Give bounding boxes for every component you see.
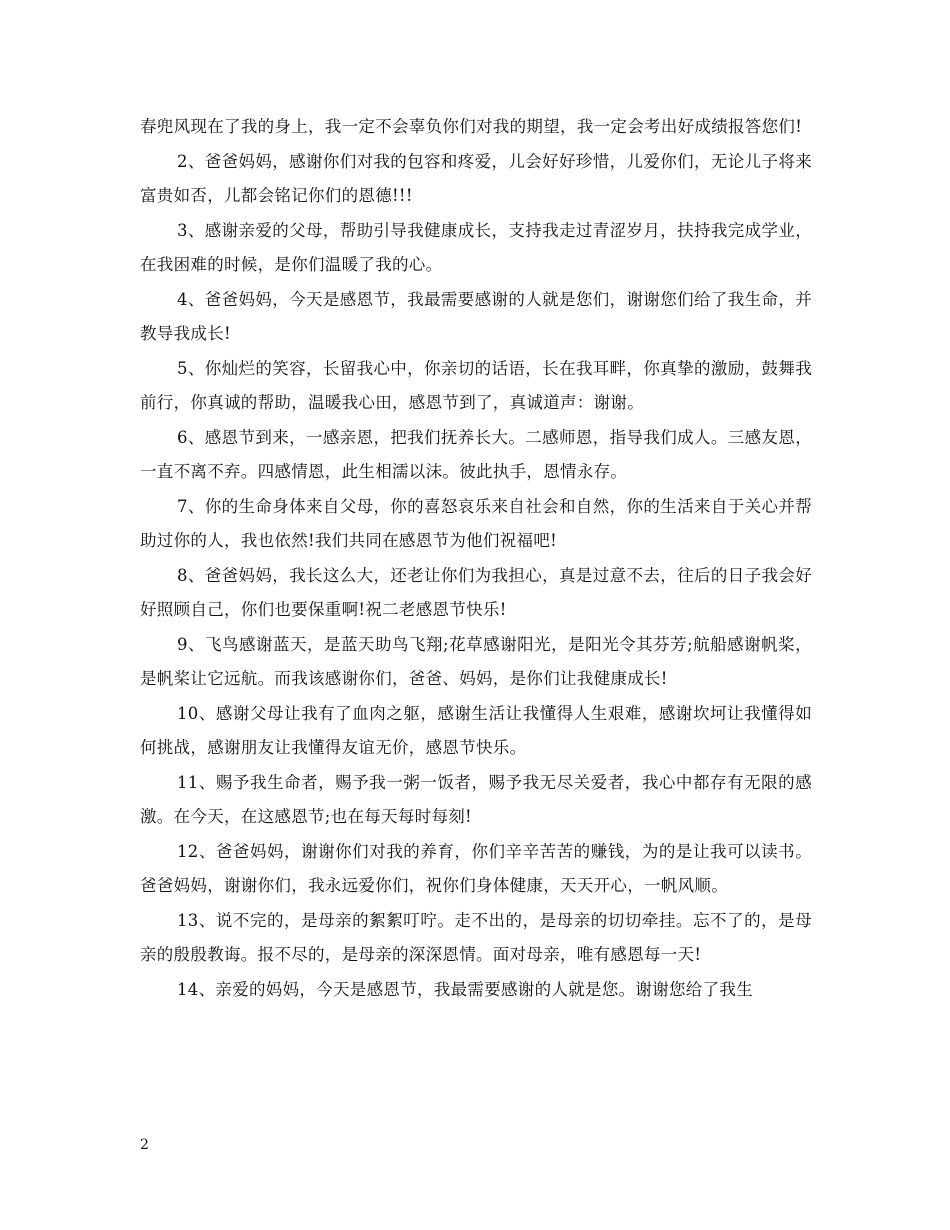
- paragraph-7: 7、你的生命身体来自父母，你的喜怒哀乐来自社会和自然，你的生活来自于关心并帮助过你的人，我也依然!我们共同在感恩节为他们祝福吧!: [140, 496, 812, 550]
- paragraph-12: 12、爸爸妈妈，谢谢你们对我的养育，你们辛辛苦苦的赚钱，为的是让我可以读书。爸爸妈妈，谢谢你们，我永远爱你们，祝你们身体健康，天天开心，一帆风顺。: [140, 841, 812, 895]
- paragraph-continuation: 春兜风现在了我的身上，我一定不会辜负你们对我的期望，我一定会考出好成绩报答您们!: [140, 117, 803, 136]
- page-number: 2: [140, 1137, 149, 1153]
- paragraph-2: 2、爸爸妈妈，感谢你们对我的包容和疼爱，儿会好好珍惜，儿爱你们，无论儿子将来富贵如否，儿都会铭记你们的恩德!!!: [140, 151, 812, 205]
- paragraph-5: 5、你灿烂的笑容，长留我心中，你亲切的话语，长在我耳畔，你真挚的激励，鼓舞我前行，你真诚的帮助，温暖我心田，感恩节到了，真诚道声：谢谢。: [140, 358, 812, 412]
- body-text: [140, 110, 812, 1007]
- paragraph-11: 11、赐予我生命者，赐予我一粥一饭者，赐予我无尽关爱者，我心中都存有无限的感激。在今天，在这感恩节;也在每天每时每刻!: [140, 772, 812, 826]
- paragraph-6: 6、感恩节到来，一感亲恩，把我们抚养长大。二感师恩，指导我们成人。三感友恩，一直不离不弃。四感情恩，此生相濡以沫。彼此执手，恩情永存。: [140, 427, 812, 481]
- paragraph-8: 8、爸爸妈妈，我长这么大，还老让你们为我担心，真是过意不去，往后的日子我会好好照顾自己，你们也要保重啊!祝二老感恩节快乐!: [140, 565, 812, 619]
- paragraph-10: 10、感谢父母让我有了血肉之躯，感谢生活让我懂得人生艰难，感谢坎坷让我懂得如何挑战，感谢朋友让我懂得友谊无价，感恩节快乐。: [140, 703, 812, 757]
- paragraph-14: 14、亲爱的妈妈，今天是感恩节，我最需要感谢的人就是您。谢谢您给了我生: [177, 979, 753, 999]
- paragraph-4: 4、爸爸妈妈，今天是感恩节，我最需要感谢的人就是您们，谢谢您们给了我生命，并教导我成长!: [140, 289, 812, 343]
- paragraph-13: 13、说不完的，是母亲的絮絮叮咛。走不出的，是母亲的切切牵挂。忘不了的，是母亲的殷殷教诲。报不尽的，是母亲的深深恩情。面对母亲，唯有感恩每一天!: [140, 910, 812, 964]
- paragraph-3: 3、感谢亲爱的父母，帮助引导我健康成长，支持我走过青涩岁月，扶持我完成学业，在我困难的时候，是你们温暖了我的心。: [140, 220, 812, 274]
- paragraph-9: 9、飞鸟感谢蓝天，是蓝天助鸟飞翔;花草感谢阳光，是阳光令其芬芳;航船感谢帆桨，是帆桨让它远航。而我该感谢你们，爸爸、妈妈，是你们让我健康成长!: [140, 634, 812, 688]
